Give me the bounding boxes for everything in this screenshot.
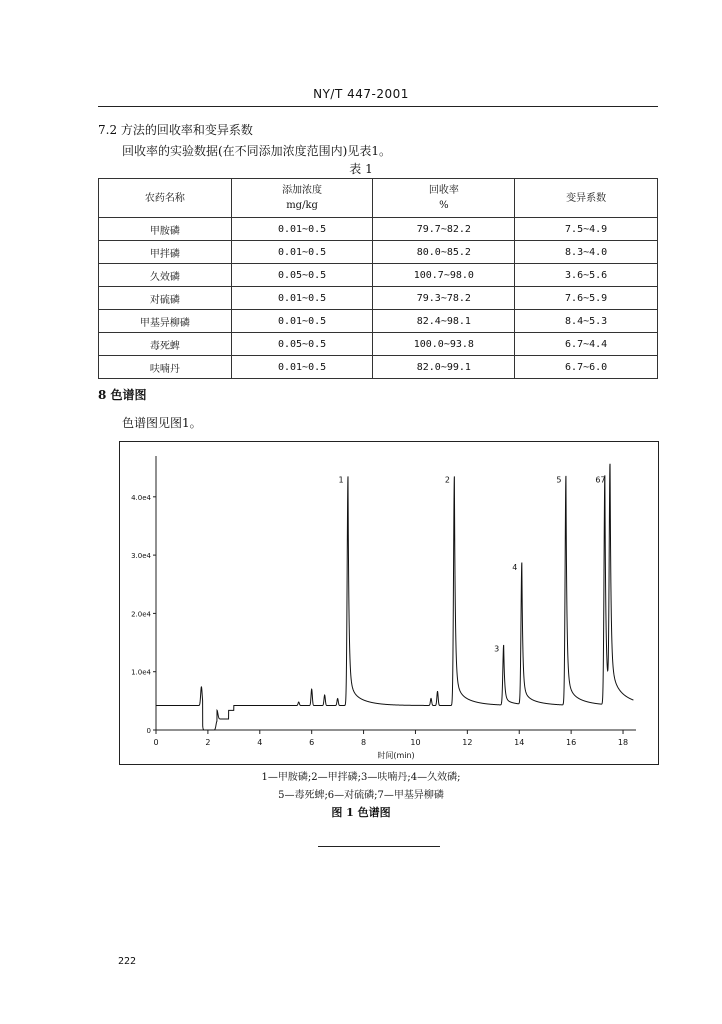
y-tick-label: 0 xyxy=(146,727,151,735)
x-tick-label: 16 xyxy=(566,738,577,747)
x-tick-label: 18 xyxy=(617,738,629,747)
table-cell: 0.01~0.5 xyxy=(231,218,373,241)
pesticide-name-cell: 呋喃丹 xyxy=(99,356,232,379)
table-cell: 79.7~82.2 xyxy=(373,218,515,241)
header-text: 农药名称 xyxy=(144,192,185,204)
table-header-row xyxy=(99,179,658,218)
header-rule xyxy=(98,106,658,107)
x-tick-label: 0 xyxy=(153,738,159,747)
pesticide-name-cell: 毒死蜱 xyxy=(99,333,232,356)
table-cell: 0.01~0.5 xyxy=(231,241,373,264)
table-row xyxy=(99,310,658,333)
table-cell: 6.7~6.0 xyxy=(515,356,658,379)
y-tick-label: 1.0e4 xyxy=(131,668,151,677)
table-row xyxy=(99,218,658,241)
chromatogram xyxy=(120,442,658,764)
table-cell: 0.05~0.5 xyxy=(231,264,373,287)
pesticide-name-cell: 对硫磷 xyxy=(99,287,232,310)
table-cell: 8.3~4.0 xyxy=(515,241,658,264)
table-cell: 6.7~4.4 xyxy=(515,333,658,356)
table-cell: 0.05~0.5 xyxy=(231,333,373,356)
table-cell: 82.0~99.1 xyxy=(373,356,515,379)
peak-label: 5 xyxy=(556,475,562,485)
table-cell: 0.01~0.5 xyxy=(231,310,373,333)
peak-label: 7 xyxy=(600,475,606,485)
table-row xyxy=(99,241,658,264)
header-unit: % xyxy=(439,200,449,211)
pesticide-name-cell: 甲基异柳磷 xyxy=(99,310,232,333)
table-cell: 100.7~98.0 xyxy=(373,264,515,287)
x-tick-label: 10 xyxy=(410,738,421,747)
header-cv xyxy=(515,179,658,218)
peak-label: 3 xyxy=(494,644,500,654)
x-tick-label: 14 xyxy=(514,738,525,747)
header-text: 回收率 xyxy=(428,185,459,196)
peak-label: 2 xyxy=(444,475,450,485)
peak-label: 1 xyxy=(338,475,344,485)
header-text: 添加浓度 xyxy=(282,185,323,196)
section-7-2-text: 回收率的实验数据(在不同添加浓度范围内)见表1。 xyxy=(122,144,391,158)
table-cell: 0.01~0.5 xyxy=(231,287,373,310)
chromatogram-frame xyxy=(119,441,659,765)
table-cell: 80.0~85.2 xyxy=(373,241,515,264)
end-rule xyxy=(318,846,440,847)
pesticide-name-cell: 久效磷 xyxy=(99,264,232,287)
table-cell: 0.01~0.5 xyxy=(231,356,373,379)
header-spike-concentration xyxy=(231,179,373,218)
x-tick-label: 2 xyxy=(205,738,211,747)
recovery-table xyxy=(98,178,658,379)
section-7-2-heading: 7.2 方法的回收率和变异系数 xyxy=(98,123,253,137)
header-text: 变异系数 xyxy=(566,192,607,204)
header-pesticide-name xyxy=(99,179,232,218)
table-row xyxy=(99,264,658,287)
legend-line-2: 5—毒死蜱;6—对硫磷;7—甲基异柳磷 xyxy=(278,790,444,801)
peak-label: 4 xyxy=(512,562,518,572)
table-cell: 8.4~5.3 xyxy=(515,310,658,333)
x-tick-label: 4 xyxy=(257,738,263,747)
chromatogram-trace xyxy=(156,464,633,730)
table-row xyxy=(99,356,658,379)
table-cell: 79.3~78.2 xyxy=(373,287,515,310)
pesticide-name-cell: 甲胺磷 xyxy=(99,218,232,241)
y-tick-label: 2.0e4 xyxy=(131,610,151,619)
table-cell: 3.6~5.6 xyxy=(515,264,658,287)
x-axis-label: 时间(min) xyxy=(377,751,415,760)
figure-caption: 图 1 色谱图 xyxy=(331,806,391,819)
legend-line-1: 1—甲胺磷;2—甲拌磷;3—呋喃丹;4—久效磷; xyxy=(261,772,461,783)
table-caption: 表 1 xyxy=(349,162,373,176)
header-unit: mg/kg xyxy=(286,200,318,211)
header-recovery xyxy=(373,179,515,218)
peak-label: 6 xyxy=(595,475,601,485)
table-cell: 100.0~93.8 xyxy=(373,333,515,356)
table-cell: 7.6~5.9 xyxy=(515,287,658,310)
table-cell: 7.5~4.9 xyxy=(515,218,658,241)
y-tick-label: 3.0e4 xyxy=(131,552,151,561)
pesticide-name-cell: 甲拌磷 xyxy=(99,241,232,264)
section-8-text: 色谱图见图1。 xyxy=(122,416,202,430)
table-cell: 82.4~98.1 xyxy=(373,310,515,333)
x-tick-label: 12 xyxy=(462,738,473,747)
table-body xyxy=(99,218,658,379)
x-tick-label: 6 xyxy=(309,738,315,747)
y-tick-label: 4.0e4 xyxy=(131,493,151,502)
table-row xyxy=(99,287,658,310)
section-8-heading: 8 色谱图 xyxy=(98,388,147,402)
x-tick-label: 8 xyxy=(361,738,367,747)
page-number: 222 xyxy=(118,956,137,967)
table-row xyxy=(99,333,658,356)
document-header: NY/T 447-2001 xyxy=(313,87,409,101)
